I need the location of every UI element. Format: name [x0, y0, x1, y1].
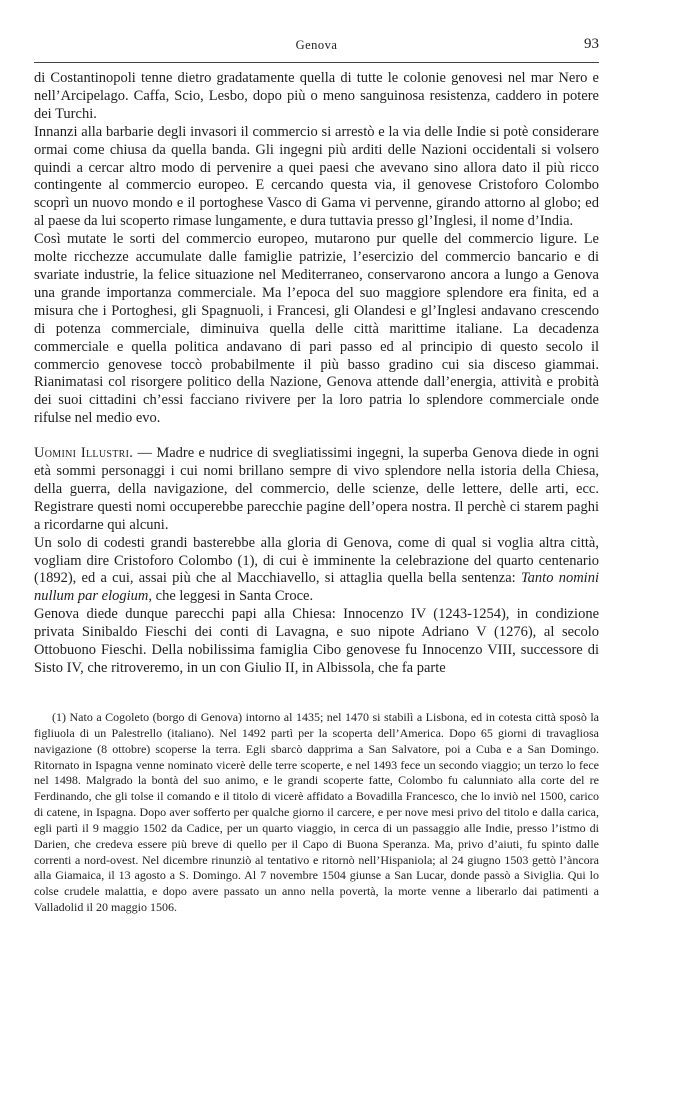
paragraph: di Costantinopoli tenne dietro gradatamente quella di tutte le colonie genovesi nel mar Nero e nell’Arcipelago. Caffa, Scio, Lesbo, dopo più o meno sanguinosa resistenza, caddero in potere dei Turchi. [34, 70, 599, 122]
section-paragraph [34, 445, 599, 535]
running-head [34, 36, 599, 56]
section-gap [34, 428, 599, 445]
paragraph-text: Un solo di codesti grandi basterebbe alla gloria di Genova, come di qual si voglia altra città, vogliam dire Cristoforo Colombo (1), di cui è imminente la celebrazione del quarto centenario (1892), ed a cui, assai più che al Macchiavello, si attaglia quella bella sentenza: [34, 534, 599, 587]
paragraph: Così mutate le sorti del commercio europeo, mutarono pur quelle del commercio ligure. Le molte ricchezze accumulate dalle famiglie patrizie, l’esercizio del commercio bancario e di svariate industrie, la felice situazione nel Mediterraneo, conservarono ancora a lungo a Genova una grande importanza commerciale. Ma l’epoca del suo maggiore splendore era finita, ed a misura che i Portoghesi, gli Spagnuoli, i Francesi, gli Olandesi e gl’Inglesi andavano crescendo di potenza commerciale, diminuiva quella delle città marittime italiane. La decadenza commerciale e quella politica andavano di pari passo ed al principio di questo secolo il commercio genovese toccò probabilmente il più basso gradino cui sia disceso giammai. Rianimatasi col risorgere politico della Nazione, Genova attende dall’energia, attività e probità dei suoi cittadini ch’essi facciano rivivere per la loro patria lo splendore commerciale onde rifulse nel medio evo. [34, 231, 599, 427]
header-rule [34, 62, 599, 63]
section-text: — Madre e nudrice di svegliatissimi ingegni, la superba Genova diede in ogni età sommi personaggi i cui nomi brillano sempre di vivo splendore nella istoria della Chiesa, della guerra, della navigazione, del commercio, delle scienze, delle lettere, delle arti, ecc. Registrare questi nomi occuperebbe parecchie pagine dell’opera nostra. Il perchè ci starem paghi a ricordarne qui alcuni. [34, 445, 599, 533]
latin-quote: Tanto nomini nullum par elogium, [34, 570, 599, 605]
footnote-text: (1) Nato a Cogoleto (borgo di Genova) intorno al 1435; nel 1470 si stabilì a Lisbona, ed in cotesta città sposò la figliuola di un Palestrello (italiano). Nel 1492 partì per la scoperta dell’America. Dopo 65 giorni di travagliosa navigazione (8 ottobre) scoperse la terra. Egli sbarcò dapprima a San Salvatore, poi a Cuba e a San Domingo. Ritornato in Ispagna venne nominato vicerè delle terre scoperte, e nel 1493 fece un secondo viaggio; un terzo lo fece nel 1498. Malgrado la bontà del suo animo, e le grandi scoperte fatte, Colombo fu calunniato alla corte del re Ferdinando, che gli tolse il comando e il titolo di vicerè affidato a Bovadilla Francesco, che lo inviò nel 1500, carico di catene, in Ispagna. Dopo aver sofferto per qualche giorno il carcere, e per nove mesi privo del titolo e dalla carica, egli partì il 9 maggio 1502 da Cadice, per un quarto viaggio, in cerca di un passaggio alle Indie, presso l’istmo di Darien, che credeva essere più breve di quello per il Capo di Buona Speranza. Ma, privo d’aiuti, fu spinto dalle correnti a nord-ovest. Nel dicembre rinunziò al tentativo e ritornò nell’Hispaniola; al 24 giugno 1503 gettò l’àncora alla Giamaica, il 13 agosto a S. Domingo. Al 7 novembre 1504 giunse a San Lucar, donde passò a Siviglia. Qui lo colse crudele malattia, e dopo avere passato un anno nella povertà, la morte venne a liberarlo dai patimenti a Valladolid il 20 maggio 1506. [34, 710, 599, 915]
running-title: Genova [295, 38, 338, 52]
paragraph-text: che leggesi in Santa Croce. [152, 588, 314, 605]
section-heading: Uomini Illustri. [34, 445, 134, 462]
page-number: 93 [584, 36, 599, 52]
footnote [34, 710, 599, 916]
paragraph: Innanzi alla barbarie degli invasori il commercio si arrestò e la via delle Indie si potè considerare ormai come chiusa da quella banda. Gli ingegni più arditi delle Nazioni occidentali si volsero quindi a cercar altro modo di pervenire a quei paesi che avevano sino allora dato il più ricco contingente al commercio europeo. E cercando questa via, il genovese Cristoforo Colombo scoprì un nuovo mondo e il portoghese Vasco di Gama vi pervenne, girando attorno al globo; ed al paese da lui scoperto rimase lungamente, e dura tuttavia presso gl’Inglesi, il nome d’India. [34, 123, 599, 230]
paragraph [34, 535, 599, 607]
paragraph: Genova diede dunque parecchi papi alla Chiesa: Innocenzo IV (1243-1254), in condizione privata Sinibaldo Fieschi dei conti di Lavagna, e suo nipote Adriano V (1276), al secolo Ottobuono Fieschi. Della nobilissima famiglia Cibo genovese fu Innocenzo VIII, successore di Sisto IV, che ritroveremo, in un con Giulio II, in Albissola, che fa parte [34, 606, 599, 676]
main-text [34, 70, 599, 678]
